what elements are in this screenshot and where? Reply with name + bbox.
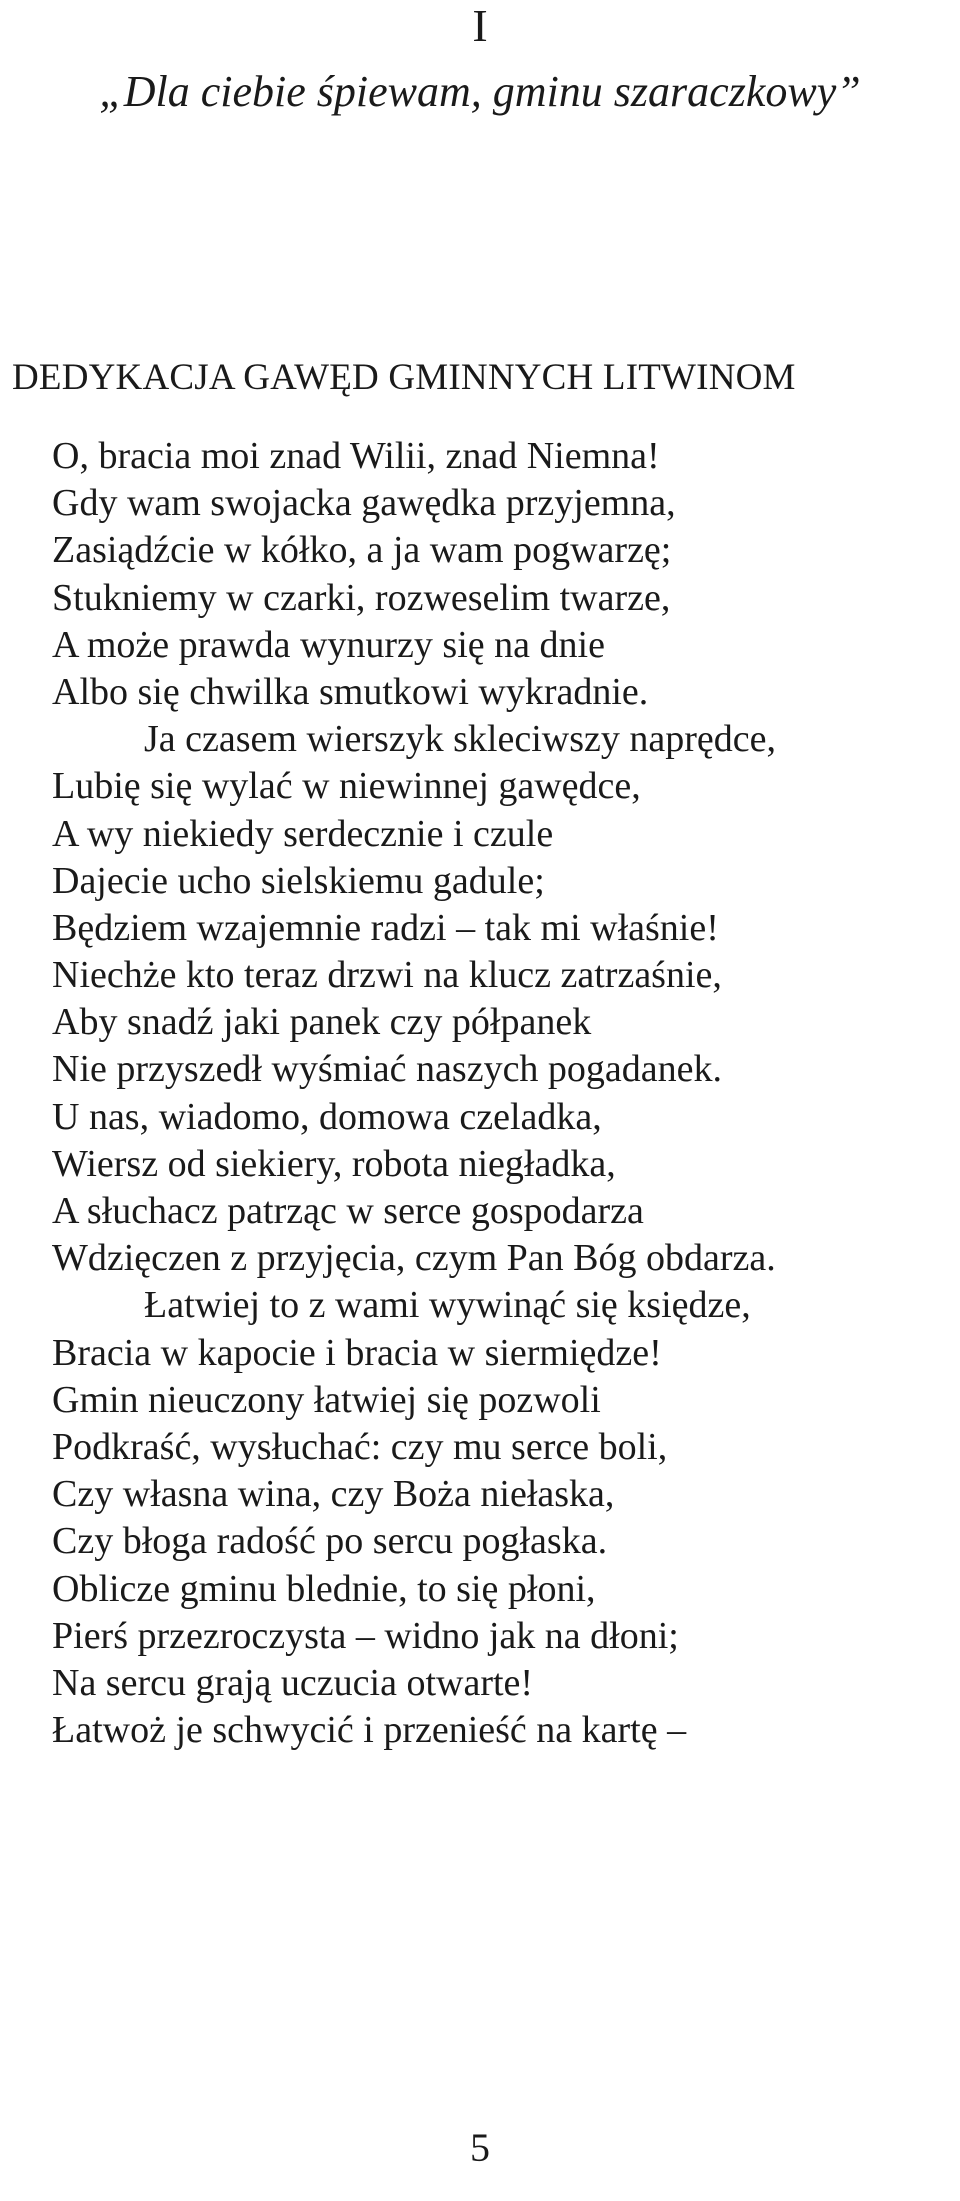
poem-verse: Gdy wam swojacka gawędka przyjemna,	[52, 482, 676, 525]
poem-verse: Będziem wzajemnie radzi – tak mi właśnie!	[52, 906, 719, 949]
poem-verse: Zasiądźcie w kółko, a ja wam pogwarzę;	[52, 529, 672, 572]
poem-verse: Podkraść, wysłuchać: czy mu serce boli,	[52, 1425, 668, 1468]
poem-verse: Ja czasem wierszyk skleciwszy naprędce,	[144, 718, 776, 761]
poem-verse: U nas, wiadomo, domowa czeladka,	[52, 1095, 602, 1138]
poem-verse: Bracia w kapocie i bracia w siermiędze!	[52, 1331, 662, 1374]
page-number: 5	[470, 2125, 490, 2170]
poem-verse: Stukniemy w czarki, rozweselim twarze,	[52, 576, 671, 619]
poem-verse: Oblicze gminu blednie, to się płoni,	[52, 1567, 596, 1610]
poem-verse: Dajecie ucho sielskiemu gadule;	[52, 859, 545, 902]
poem-verse: Nie przyszedł wyśmiać naszych pogadanek.	[52, 1048, 723, 1091]
poem-verse: Pierś przezroczysta – widno jak na dłoni;	[52, 1614, 679, 1657]
poem-verse: Lubię się wylać w niewinnej gawędce,	[52, 765, 641, 808]
part-numeral: I	[472, 0, 488, 51]
poem-verse: A może prawda wynurzy się na dnie	[52, 623, 605, 666]
poem-verse: Czy własna wina, czy Boża niełaska,	[52, 1473, 615, 1516]
poem-verse: Aby snadź jaki panek czy półpanek	[52, 1001, 592, 1044]
poem-verse: Łatwoż je schwycić i przenieść na kartę –	[52, 1709, 687, 1752]
poem-verse: Na sercu grają uczucia otwarte!	[52, 1661, 534, 1704]
poem-verse: Albo się chwilka smutkowi wykradnie.	[52, 670, 649, 713]
poem-verse: Niechże kto teraz drzwi na klucz zatrzaśnie,	[52, 954, 722, 997]
poem-verse: Łatwiej to z wami wywinąć się księdze,	[144, 1284, 751, 1327]
poem-verse: Czy błoga radość po sercu pogłaska.	[52, 1520, 608, 1563]
poem-verse: Wiersz od siekiery, robota niegładka,	[52, 1142, 616, 1185]
poem-verse: Gmin nieuczony łatwiej się pozwoli	[52, 1378, 601, 1421]
poem-verse: Wdzięczen z przyjęcia, czym Pan Bóg obdarza.	[52, 1237, 776, 1280]
poem-verse: A słuchacz patrząc w serce gospodarza	[52, 1190, 644, 1232]
poem-verse: A wy niekiedy serdecznie i czule	[52, 812, 554, 855]
dedication-heading: DEDYKACJA GAWĘD GMINNYCH LITWINOM	[12, 357, 796, 398]
poem-body	[52, 433, 952, 1754]
part-title: „Dla ciebie śpiewam, gminu szaraczkowy”	[99, 67, 861, 116]
poem-verse: O, bracia moi znad Wilii, znad Niemna!	[52, 435, 660, 477]
